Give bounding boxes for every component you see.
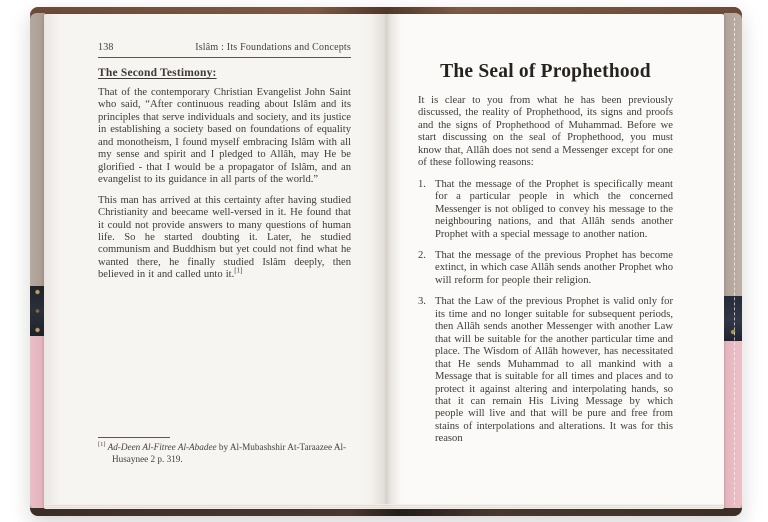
cover-edge-left [30,13,45,510]
chapter-title: The Seal of Prophethood [440,61,651,82]
cover-edge-bottom [30,508,742,516]
cover-right-pink-segment [724,341,742,510]
footnote-reference: [1] [234,266,243,275]
footnote-source-title: Ad-Deen Al-Fitree Al-Abadee [107,442,217,452]
right-page-content [418,60,673,455]
cover-left-pink-segment [30,336,45,510]
list-item-text: That the message of the previous Prophet has become extinct, in which case Allâh sends another Prophet who will reform for people their religion. [435,249,673,286]
footnote-text [98,442,351,465]
section-heading: The Second Testimony: [98,67,217,79]
page-edge-stack [44,504,724,509]
list-item [418,250,673,287]
cover-left-tan-segment [30,13,45,286]
paragraph-2-text: This man has arrived at this certainty after having studied Christianity and beecame well-versed in it. He found that it could not provide answers to many questions of human life. So he started doubting it. Later, he studied communism and Buddhism but yet could not find what he wanted there, he finally studied Islâm deeply, then believed in it and called unto it. [98,194,351,281]
page-number: 138 [98,42,114,53]
cover-stitching [734,18,735,505]
footnote-block [98,437,351,465]
book-gutter [372,14,400,509]
list-item [418,179,673,241]
running-header-title: Islâm : Its Foundations and Concepts [195,42,351,53]
list-item-number: 2. [418,249,426,261]
footnote-rule [98,437,170,438]
paragraph-2 [98,195,351,282]
left-page-content [98,42,351,282]
cover-right-ornate-band [724,296,742,341]
cover-left-ornate-band [30,286,45,336]
footnote-marker: [1] [98,440,106,448]
list-item [418,296,673,445]
paragraph-1: That of the contemporary Christian Evangelist John Saint who said, “After continuous reading about Islâm and its principles that serve individuals and society, and its justice in establishing a society based on foundations of equality and monotheism, I found myself embracing Islâm with all my sense and spirit and I pledged to Allâh, may He be glorified - that I would be a propagator of Islâm, and an evangelist to its guidance in all parts of the world.” [98,87,351,186]
list-item-text: That the message of the Prophet is specifically meant for a particular people in which the concerned Messenger is not obliged to convey his message to the neighbouring nations, and that Allâh sends another Prophet with a special message to another nation. [435,178,673,240]
cover-edge-right [724,13,742,510]
running-header [98,42,351,58]
intro-paragraph: It is clear to you from what he has been previously discussed, the reality of Prophethood, its signs and proofs and the signs of Prophethood of Muhammad. Before we start discussing on the seal of Prophethood, you must know that, Allâh does not send a Messenger except for one of these following reasons: [418,95,673,169]
list-item-text: That the Law of the previous Prophet is valid only for its time and no longer suitable for subsequent periods, then Allâh sends another Messenger with another Law that will be suitable for the another particular time and place. The Wisdom of Allâh however, has necessitated that He sends Muhammad to all mankind with a Message that is suitable for all times and places and to protect it against altering and interpolating hands, so that it can remain His Living Message by which people will live and that will be pure and free from stains of interpolations and alterations. It was for this reason [435,296,673,445]
footnote-source-rest: by Al-Mubashshir At-Taraazee Al-Husaynee 2 p. 319. [112,442,347,464]
list-item-number: 3. [418,296,426,308]
list-item-number: 1. [418,178,426,190]
numbered-list [418,179,673,446]
cover-right-tan-segment [724,13,742,296]
